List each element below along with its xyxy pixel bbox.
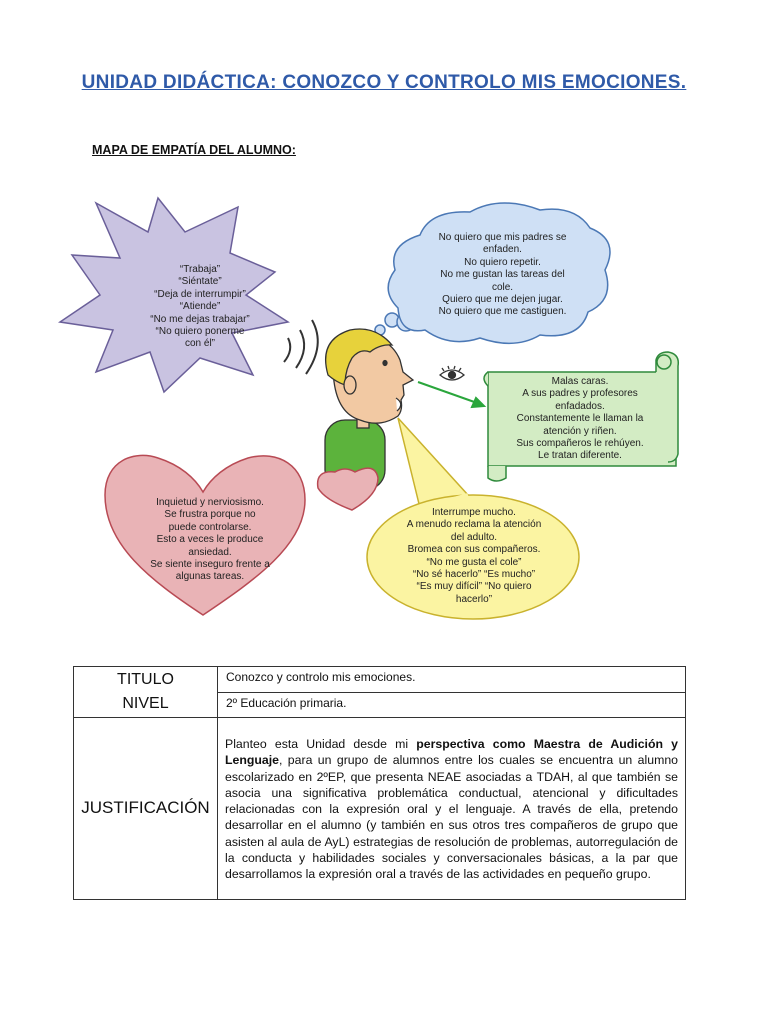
feels-text: Inquietud y nerviosismo. Se frustra porque no puede controlarse. Esto a veces le produce ansiedad. Se siente inseguro frente a algunas tareas. <box>150 497 270 583</box>
sees-text: Malas caras. A sus padres y profesores enfadados. Constantemente le llaman la atención y riñen. Sus compañeros le rehúyen. Le tratan diferente. <box>516 376 644 462</box>
titulo-label: TITULO <box>117 671 174 688</box>
unit-info-table <box>73 666 686 900</box>
nivel-label: NIVEL <box>122 695 169 712</box>
thinks-text: No quiero que mis padres se enfaden. No quiero repetir. No me gustan las tareas del cole. Quiero que me dejen jugar. No quiero que me castiguen. <box>438 232 567 318</box>
see-arrow-icon <box>418 382 484 407</box>
nivel-value: 2º Educación primaria. <box>218 692 686 718</box>
document-title: UNIDAD DIDÁCTICA: CONOZCO Y CONTROLO MIS EMOCIONES. <box>81 72 687 93</box>
document-subtitle: MAPA DE EMPATÍA DEL ALUMNO: <box>92 143 296 157</box>
titulo-value: Conozco y controlo mis emociones. <box>218 667 686 693</box>
eye-icon <box>440 366 464 380</box>
hears-text: “Trabaja” “Siéntate” “Deja de interrumpir” “Atiende” “No me dejas trabajar” “No quiero ponerme con él” <box>150 264 250 350</box>
justificacion-label: JUSTIFICACIÓN <box>74 718 218 900</box>
table-row <box>74 718 686 900</box>
boy-figure-icon <box>325 329 413 490</box>
justificacion-text: Planteo esta Unidad desde mi perspectiva como Maestra de Audición y Lenguaje, para un grupo de alumnos entre los cuales se encuentra un alumno escolarizado en 2ºEP, que presenta NEAE asociadas a TDAH, al que también se asocia una significativa problemática conductual, atencional y dificultades relacionadas con la expresión oral y el lenguaje. A través de ella, pretendo desarrollar en el alumno (y también en sus otros tres compañeros de grupo que asisten al aula de AyL) estrategias de resolución de problemas, autorregulación de la conducta y habilidades sociales y conversacionales básicas, a la par que desarrollamos la expresión oral a través de las actividades en pequeño grupo. <box>218 718 686 900</box>
table-row <box>74 667 686 693</box>
sound-waves-icon <box>284 320 318 374</box>
titulo-nivel-label-cell <box>74 667 218 718</box>
says-text: Interrumpe mucho. A menudo reclama la atención del adulto. Bromea con sus compañeros. “No me gusta el cole” “No sé hacerlo” “Es mucho” “Es muy difícil” “No quiero hacerlo” <box>406 507 542 605</box>
